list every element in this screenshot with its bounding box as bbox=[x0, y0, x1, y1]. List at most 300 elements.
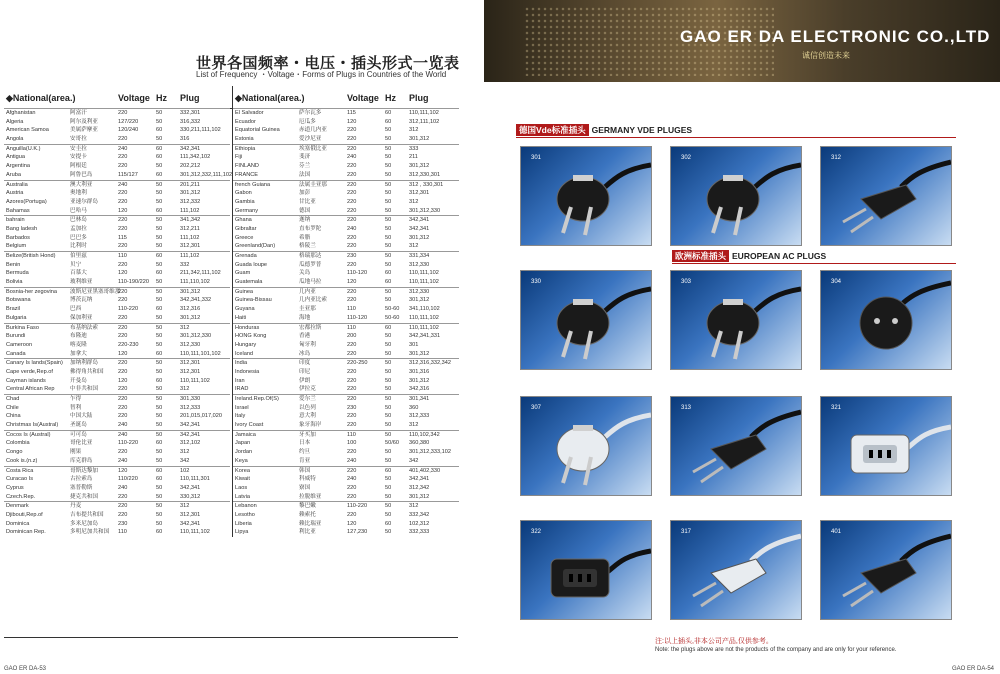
hz-value: 50 bbox=[156, 198, 163, 205]
country-name-cn: 埃塞俄比亚 bbox=[299, 145, 327, 152]
country-name-en: Jordan bbox=[235, 449, 253, 456]
voltage-value: 120 bbox=[118, 467, 128, 474]
hz-value: 60 bbox=[156, 306, 163, 313]
plug-codes: 312 bbox=[409, 198, 419, 205]
country-name-en: Dominican Rep. bbox=[6, 529, 46, 536]
plug-codes: 312 bbox=[409, 127, 419, 134]
hz-value: 50 bbox=[156, 261, 163, 268]
table-row bbox=[4, 162, 230, 171]
hz-value: 50 bbox=[156, 297, 163, 304]
plug-codes: 102 bbox=[180, 467, 190, 474]
plug-codes: 301 bbox=[409, 341, 419, 348]
table-row bbox=[233, 180, 459, 190]
plug-codes: 202,212 bbox=[180, 163, 201, 170]
plug-image bbox=[671, 397, 801, 495]
hz-value: 60 bbox=[385, 467, 392, 474]
country-name-en: Lebanon bbox=[235, 503, 257, 510]
country-name-cn: 贝宁 bbox=[70, 261, 82, 268]
plug-number: 330 bbox=[531, 279, 542, 285]
country-tables bbox=[4, 86, 458, 636]
country-name-en: Australia bbox=[6, 181, 28, 188]
table-row bbox=[233, 251, 459, 261]
table-row bbox=[4, 394, 230, 404]
table-header bbox=[233, 86, 459, 108]
voltage-value: 220 bbox=[347, 163, 357, 170]
table-row bbox=[4, 234, 230, 243]
section-title-en: GERMANY VDE PLUGES bbox=[591, 125, 693, 135]
hz-value: 50 bbox=[385, 511, 392, 518]
right-page bbox=[480, 0, 1000, 674]
country-name-en: China bbox=[6, 413, 21, 420]
hz-value: 50 bbox=[156, 234, 163, 241]
hz-value: 50 bbox=[156, 118, 163, 125]
section-rule bbox=[516, 137, 956, 138]
voltage-value: 110-220 bbox=[118, 440, 139, 447]
country-name-en: Botswana bbox=[6, 297, 31, 304]
voltage-value: 240 bbox=[118, 422, 128, 429]
country-name-cn: 刚果 bbox=[70, 449, 82, 456]
country-name-en: Equatorial Guinea bbox=[235, 127, 280, 134]
country-name-en: Gabon bbox=[235, 190, 252, 197]
left-page bbox=[0, 0, 480, 674]
hz-value: 50 bbox=[156, 217, 163, 224]
hz-value: 60 bbox=[385, 110, 392, 116]
voltage-value: 220 bbox=[347, 350, 357, 357]
country-name-en: Ivory Coast bbox=[235, 422, 264, 429]
plug-card bbox=[520, 146, 652, 246]
hz-value: 50 bbox=[156, 324, 163, 331]
hz-value: 60 bbox=[156, 476, 163, 483]
voltage-value: 220 bbox=[118, 217, 128, 224]
plug-number: 317 bbox=[681, 529, 692, 535]
table-row bbox=[233, 126, 459, 135]
hz-value: 50 bbox=[385, 484, 392, 491]
page-number-right: GAO ER DA-54 bbox=[951, 666, 994, 672]
plug-codes: 301,312,330 bbox=[409, 207, 441, 214]
plug-codes: 211 bbox=[409, 154, 418, 161]
country-name-en: Denmark bbox=[6, 503, 29, 510]
plug-codes: 211,342,111,102 bbox=[180, 270, 221, 277]
plug-image bbox=[821, 521, 951, 619]
country-name-en: Greece bbox=[235, 234, 254, 241]
hz-value: 50 bbox=[156, 511, 163, 518]
voltage-value: 220 bbox=[347, 511, 357, 518]
section-title-germany bbox=[516, 124, 692, 136]
header-national: ◆National(area.) bbox=[6, 93, 76, 103]
hz-value: 50 bbox=[156, 368, 163, 375]
table-row bbox=[4, 278, 230, 287]
country-name-cn: 约旦 bbox=[299, 449, 311, 456]
hz-value: 50 bbox=[385, 493, 392, 500]
hz-value: 50 bbox=[385, 217, 392, 224]
page-title-cn: 世界各国频率・电压・插头形式一览表 bbox=[196, 55, 460, 72]
table-row bbox=[233, 448, 459, 457]
country-name-cn: 萨尔瓦多 bbox=[299, 110, 322, 116]
hz-value: 50 bbox=[156, 333, 163, 340]
country-name-cn: 几内亚 bbox=[299, 288, 316, 295]
voltage-value: 220-250 bbox=[347, 360, 368, 367]
plug-codes: 312,330 bbox=[409, 261, 430, 268]
plug-codes: 342,341 bbox=[409, 217, 430, 224]
country-name-en: El Salvador bbox=[235, 110, 264, 116]
hz-value: 50 bbox=[156, 503, 163, 510]
country-name-cn: 甘比亚 bbox=[299, 198, 316, 205]
voltage-value: 240 bbox=[347, 154, 357, 161]
voltage-value: 110-120 bbox=[347, 314, 368, 321]
hz-value: 50 bbox=[385, 297, 392, 304]
country-name-en: Cyprus bbox=[6, 484, 24, 491]
table-row bbox=[233, 404, 459, 413]
voltage-value: 220 bbox=[347, 207, 357, 214]
plug-image bbox=[821, 397, 951, 495]
voltage-value: 110-220 bbox=[118, 306, 139, 313]
country-name-en: Bahamas bbox=[6, 207, 30, 214]
country-name-en: IRAD bbox=[235, 386, 249, 393]
voltage-value: 230 bbox=[118, 520, 128, 527]
voltage-value: 240 bbox=[118, 181, 128, 188]
table-row bbox=[233, 350, 459, 359]
voltage-value: 120 bbox=[347, 279, 357, 286]
hz-value: 50 bbox=[385, 350, 392, 357]
country-name-en: Israel bbox=[235, 404, 249, 411]
voltage-value: 240 bbox=[118, 431, 128, 438]
plug-number: 307 bbox=[531, 405, 542, 411]
plug-codes: 312,330,301 bbox=[409, 171, 441, 178]
hz-value: 50 bbox=[385, 503, 392, 510]
country-name-cn: 关岛 bbox=[299, 270, 311, 277]
country-name-en: Bang ladesh bbox=[6, 225, 38, 232]
voltage-value: 220 bbox=[118, 503, 128, 510]
country-name-en: Gibraltar bbox=[235, 225, 257, 232]
country-name-cn: 玻利维亚 bbox=[70, 279, 93, 286]
plug-codes: 312,330 bbox=[180, 341, 201, 348]
voltage-value: 220 bbox=[118, 386, 128, 393]
hz-value: 50 bbox=[385, 413, 392, 420]
country-name-en: Greenland(Dan) bbox=[235, 243, 276, 250]
country-name-cn: 伊朗 bbox=[299, 377, 311, 384]
hz-value: 50 bbox=[385, 136, 392, 143]
table-row bbox=[4, 412, 230, 421]
country-name-cn: 保加利亚 bbox=[70, 314, 93, 321]
plug-image bbox=[671, 147, 801, 245]
plug-number: 302 bbox=[681, 155, 692, 161]
hz-value: 50 bbox=[385, 207, 392, 214]
table-row bbox=[233, 493, 459, 502]
country-name-en: Chad bbox=[6, 396, 20, 402]
plug-codes: 301,312 bbox=[409, 136, 430, 143]
plug-codes: 301,312 bbox=[409, 163, 430, 170]
hz-value: 50 bbox=[385, 154, 392, 161]
country-name-en: Czech.Rep. bbox=[6, 493, 36, 500]
voltage-value: 220 bbox=[118, 190, 128, 197]
header-plug: Plug bbox=[409, 93, 429, 103]
table-row bbox=[233, 108, 459, 118]
hz-value: 50 bbox=[385, 127, 392, 134]
table-row bbox=[4, 261, 230, 270]
hz-value: 50/60 bbox=[385, 440, 399, 447]
plug-image bbox=[671, 271, 801, 369]
country-name-en: Latvia bbox=[235, 493, 250, 500]
voltage-value: 220 bbox=[347, 261, 357, 268]
country-name-cn: 加纳利群岛 bbox=[70, 360, 98, 367]
table-row bbox=[4, 332, 230, 341]
country-name-cn: 瓜德罗普 bbox=[299, 261, 322, 268]
country-name-en: Indonesia bbox=[235, 368, 260, 375]
country-name-en: Chile bbox=[6, 404, 19, 411]
hz-value: 50 bbox=[156, 404, 163, 411]
country-name-cn: 百慕大 bbox=[70, 270, 87, 277]
country-name-cn: 中国大陆 bbox=[70, 413, 93, 420]
plug-codes: 341,110,102 bbox=[409, 306, 440, 313]
table-row bbox=[233, 520, 459, 529]
plug-codes: 332,333 bbox=[409, 529, 430, 536]
voltage-value: 120/240 bbox=[118, 127, 139, 134]
plug-codes: 332 bbox=[180, 261, 190, 268]
plug-codes: 111,102 bbox=[180, 253, 200, 259]
country-name-en: HONG Kong bbox=[235, 333, 267, 340]
table-row bbox=[4, 421, 230, 430]
country-name-en: Gambia bbox=[235, 198, 255, 205]
country-name-cn: 开曼岛 bbox=[70, 377, 87, 384]
country-name-cn: 芬兰 bbox=[299, 163, 311, 170]
plug-codes: 110,111,102 bbox=[409, 324, 439, 331]
plug-codes: 102,312 bbox=[409, 520, 430, 527]
plug-codes: 360,380 bbox=[409, 440, 430, 447]
country-name-en: Congo bbox=[6, 449, 23, 456]
plug-image bbox=[521, 521, 651, 619]
voltage-value: 220 bbox=[118, 261, 128, 268]
plug-codes: 312,301 bbox=[180, 243, 201, 250]
hz-value: 50 bbox=[385, 145, 392, 152]
section-title-en: EUROPEAN AC PLUGS bbox=[732, 251, 827, 261]
country-name-en: french Guiana bbox=[235, 181, 271, 188]
table-row bbox=[233, 215, 459, 225]
country-name-cn: 孟加拉 bbox=[70, 225, 87, 232]
voltage-value: 220 bbox=[347, 234, 357, 241]
table-row bbox=[4, 430, 230, 440]
plug-codes: 110,102,342 bbox=[409, 431, 440, 438]
hz-value: 60 bbox=[385, 520, 392, 527]
country-name-cn: 安哥拉 bbox=[70, 136, 87, 143]
voltage-value: 220 bbox=[347, 386, 357, 393]
plug-codes: 301,316 bbox=[409, 368, 430, 375]
table-row bbox=[4, 269, 230, 278]
country-name-cn: 日本 bbox=[299, 440, 311, 447]
hz-value: 60 bbox=[156, 207, 163, 214]
hz-value: 50 bbox=[385, 190, 392, 197]
plug-codes: 342 bbox=[409, 457, 419, 464]
country-name-cn: 古拉索岛 bbox=[70, 476, 93, 483]
table-row bbox=[4, 368, 230, 377]
plug-codes: 110,111,102 bbox=[180, 377, 210, 384]
plug-codes: 312 bbox=[180, 386, 190, 393]
plug-codes: 312,330 bbox=[409, 288, 430, 295]
country-name-en: Cook is.(n.z) bbox=[6, 457, 38, 464]
voltage-value: 220 bbox=[118, 493, 128, 500]
plug-codes: 342,341 bbox=[180, 145, 201, 152]
plug-codes: 312,301 bbox=[180, 511, 201, 518]
hz-value: 50 bbox=[385, 171, 392, 178]
hz-value: 50 bbox=[156, 181, 163, 188]
hz-value: 50 bbox=[385, 396, 392, 402]
section-title-europe bbox=[672, 250, 826, 262]
table-row bbox=[233, 225, 459, 234]
country-name-en: Benin bbox=[6, 261, 21, 268]
country-name-cn: 巴西 bbox=[70, 306, 82, 313]
plug-codes: 312,301 bbox=[409, 190, 430, 197]
hz-value: 60 bbox=[385, 270, 392, 277]
plug-codes: 342,316 bbox=[409, 386, 430, 393]
voltage-value: 240 bbox=[347, 476, 357, 483]
table-row bbox=[4, 511, 230, 520]
country-name-cn: 吉布提共和国 bbox=[70, 511, 104, 518]
country-name-cn: 牙买加 bbox=[299, 431, 316, 438]
voltage-value: 120 bbox=[118, 207, 128, 214]
voltage-value: 230 bbox=[347, 253, 357, 259]
voltage-value: 220 bbox=[118, 198, 128, 205]
table-row bbox=[4, 180, 230, 190]
plug-card bbox=[520, 396, 652, 496]
plug-codes: 342,341,332 bbox=[180, 297, 212, 304]
voltage-value: 220 bbox=[347, 449, 357, 456]
voltage-value: 220 bbox=[347, 288, 357, 295]
voltage-value: 127/220 bbox=[118, 118, 139, 125]
country-name-cn: 巴林岛 bbox=[70, 217, 87, 224]
hz-value: 50 bbox=[385, 261, 392, 268]
plug-codes: 330,211,111,102 bbox=[180, 127, 221, 134]
plug-number: 321 bbox=[831, 405, 842, 411]
country-name-cn: 爱尔兰 bbox=[299, 396, 316, 402]
hz-value: 50 bbox=[156, 422, 163, 429]
hz-value: 50 bbox=[385, 288, 392, 295]
country-name-cn: 赤道几内亚 bbox=[299, 127, 327, 134]
country-name-cn: 赖索托 bbox=[299, 511, 316, 518]
country-name-en: Ethiopia bbox=[235, 145, 256, 152]
voltage-value: 220 bbox=[118, 154, 128, 161]
plug-codes: 312 bbox=[180, 449, 190, 456]
country-name-en: Central African Rep bbox=[6, 386, 55, 393]
voltage-value: 220 bbox=[118, 404, 128, 411]
country-name-en: Guatemala bbox=[235, 279, 263, 286]
country-name-cn: 澳大利亚 bbox=[70, 181, 93, 188]
country-name-cn: 韩国 bbox=[299, 467, 311, 474]
company-slogan: 诚信创造未来 bbox=[802, 51, 850, 60]
header-hz: Hz bbox=[156, 93, 167, 103]
plug-number: 303 bbox=[681, 279, 692, 285]
table-row bbox=[233, 287, 459, 297]
voltage-value: 220 bbox=[118, 314, 128, 321]
country-name-cn: 爱沙尼亚 bbox=[299, 136, 322, 143]
hz-value: 50 bbox=[385, 386, 392, 393]
country-name-cn: 安圭拉 bbox=[70, 145, 87, 152]
header-plug: Plug bbox=[180, 93, 200, 103]
plug-codes: 312 bbox=[180, 324, 190, 331]
hz-value: 50 bbox=[385, 368, 392, 375]
plug-codes: 111,102 bbox=[180, 207, 200, 214]
country-name-en: Ireland.Rep.Of(S) bbox=[235, 396, 279, 402]
country-name-en: Guinea bbox=[235, 288, 254, 295]
hz-value: 50 bbox=[156, 396, 163, 402]
table-row bbox=[4, 215, 230, 225]
table-row bbox=[4, 493, 230, 502]
hz-value: 50 bbox=[156, 341, 163, 348]
hz-value: 50 bbox=[156, 431, 163, 438]
voltage-value: 220 bbox=[118, 333, 128, 340]
voltage-value: 230 bbox=[347, 404, 357, 411]
country-name-en: Djibouti,Rep.of bbox=[6, 511, 43, 518]
page-title-en: List of Frequency ・Voltage・Forms of Plugs in Countries of the World bbox=[196, 70, 447, 79]
country-name-cn: 喀麦隆 bbox=[70, 341, 87, 348]
hz-value: 50 bbox=[156, 493, 163, 500]
hz-value: 60 bbox=[156, 440, 163, 447]
voltage-value: 110 bbox=[347, 306, 356, 313]
voltage-value: 115 bbox=[347, 110, 356, 116]
plug-number: 401 bbox=[831, 529, 842, 535]
table-row bbox=[233, 528, 459, 537]
header-national: ◆National(area.) bbox=[235, 93, 305, 103]
plug-card bbox=[820, 520, 952, 620]
country-name-cn: 布隆迪 bbox=[70, 333, 87, 340]
country-name-cn: 丹麦 bbox=[70, 503, 82, 510]
country-name-en: Bulgaria bbox=[6, 314, 27, 321]
plug-codes: 110,111,102 bbox=[409, 279, 439, 286]
country-name-cn: 巴哈马 bbox=[70, 207, 87, 214]
plug-codes: 332,301 bbox=[180, 110, 201, 116]
country-name-cn: 多米尼加岛 bbox=[70, 520, 98, 527]
plug-codes: 312 , 330,301 bbox=[409, 181, 444, 188]
hz-value: 50 bbox=[385, 243, 392, 250]
table-column-right bbox=[232, 86, 459, 537]
plug-codes: 301,312 bbox=[180, 314, 201, 321]
country-name-en: Cocos Is (Austral) bbox=[6, 431, 51, 438]
plug-codes: 312 bbox=[409, 422, 419, 429]
country-name-en: FINLAND bbox=[235, 163, 259, 170]
voltage-value: 220 bbox=[118, 163, 128, 170]
hz-value: 50 bbox=[156, 136, 163, 143]
voltage-value: 220 bbox=[347, 467, 357, 474]
hz-value: 50 bbox=[385, 404, 392, 411]
hz-value: 50 bbox=[385, 457, 392, 464]
voltage-value: 220 bbox=[347, 341, 357, 348]
country-name-cn: 美属萨摩亚 bbox=[70, 127, 98, 134]
country-name-cn: 以色列 bbox=[299, 404, 316, 411]
country-name-cn: 法属圭亚那 bbox=[299, 181, 327, 188]
voltage-value: 220 bbox=[118, 511, 128, 518]
plug-codes: 301,312 bbox=[409, 377, 430, 384]
country-name-en: Cayman islands bbox=[6, 377, 46, 384]
note-en: Note: the plugs above are not the products of the company and are only for your reference. bbox=[655, 647, 897, 653]
voltage-value: 200 bbox=[347, 333, 357, 340]
plug-image bbox=[821, 271, 951, 369]
country-name-cn: 赖比瑞亚 bbox=[299, 520, 322, 527]
hz-value: 50 bbox=[385, 333, 392, 340]
plug-codes: 342,341,331 bbox=[409, 333, 441, 340]
hz-value: 50-60 bbox=[385, 306, 400, 313]
page-number-left: GAO ER DA-53 bbox=[4, 666, 47, 672]
plug-codes: 312 bbox=[180, 503, 190, 510]
voltage-value: 220 bbox=[118, 360, 128, 367]
country-name-en: Colombia bbox=[6, 440, 30, 447]
table-row bbox=[4, 466, 230, 476]
voltage-value: 110/220 bbox=[118, 476, 138, 483]
plug-codes: 312,301 bbox=[180, 368, 201, 375]
plug-number: 312 bbox=[831, 155, 842, 161]
country-name-en: Guinea-Bissau bbox=[235, 297, 272, 304]
table-rows bbox=[233, 108, 459, 537]
country-name-en: Algeria bbox=[6, 118, 24, 125]
country-name-cn: 宏都拉斯 bbox=[299, 324, 322, 331]
plug-codes: 331,334 bbox=[409, 253, 430, 259]
